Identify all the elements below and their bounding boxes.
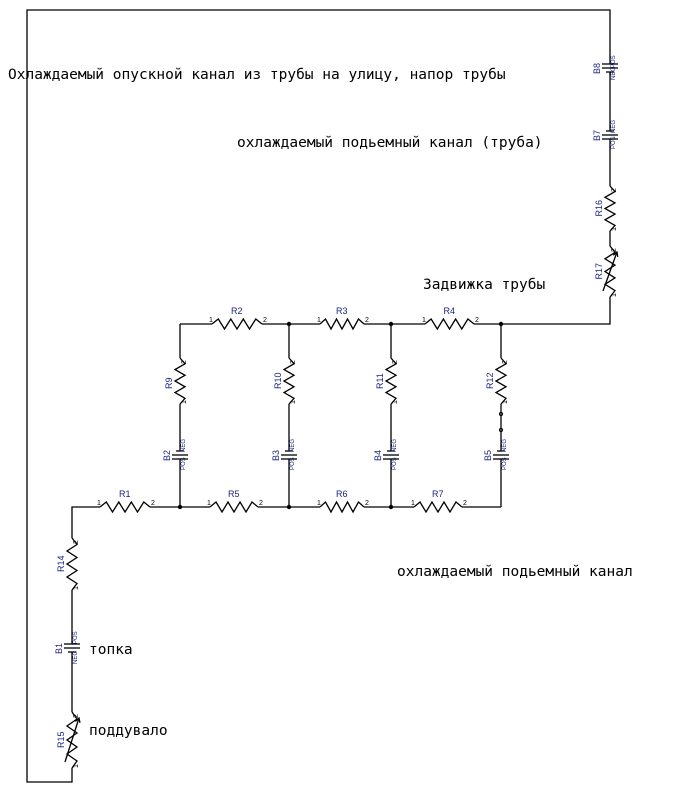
resistor-ref: R17 xyxy=(594,262,604,280)
battery-b8 xyxy=(592,55,618,80)
resistor-r14 xyxy=(56,538,80,590)
battery-pos-label: POS xyxy=(73,631,79,644)
outer-loop-wire xyxy=(27,10,610,782)
resistor-r16 xyxy=(594,186,618,231)
resistor-pin1: 1 xyxy=(97,500,101,507)
battery-pos-label: POS xyxy=(290,457,296,470)
resistor-zigzag xyxy=(320,319,364,329)
battery-ref: B2 xyxy=(162,449,172,461)
resistor-ref: R5 xyxy=(228,489,240,499)
resistor-pin2: 2 xyxy=(290,360,297,364)
resistor-pin2: 2 xyxy=(502,360,509,364)
battery-neg-label: NEG xyxy=(502,438,508,452)
resistor-ref: R7 xyxy=(432,489,444,499)
resistor-ref: R10 xyxy=(273,372,283,389)
resistor-pin2: 2 xyxy=(263,317,267,324)
resistor-r1 xyxy=(97,489,155,512)
battery-b7 xyxy=(592,120,618,149)
resistor-ref: R15 xyxy=(56,731,66,748)
battery-b5 xyxy=(483,439,509,470)
damper-label: Задвижка трубы xyxy=(423,277,546,293)
resistor-pin1: 1 xyxy=(411,500,415,507)
resistor-pin1: 1 xyxy=(73,586,80,590)
resistor-r2 xyxy=(209,306,267,329)
resistor-ref: R4 xyxy=(443,306,456,316)
battery-neg-label: NEG xyxy=(611,119,617,133)
resistor-r11 xyxy=(375,358,399,404)
battery-b4 xyxy=(373,439,399,470)
resistor-pin1: 1 xyxy=(392,400,399,404)
resistor-zigzag xyxy=(414,502,462,512)
battery-pos-label: POS xyxy=(611,55,617,68)
battery-pos-label: POS xyxy=(502,457,508,470)
junction-dot xyxy=(287,505,291,509)
resistor-r12 xyxy=(485,358,509,404)
resistor-pin2: 2 xyxy=(475,317,479,324)
resistor-ref: R14 xyxy=(56,555,66,572)
junction-dot xyxy=(178,505,182,509)
resistor-r17 xyxy=(594,246,618,297)
resistor-ref: R1 xyxy=(119,489,131,499)
resistor-pin1: 1 xyxy=(209,317,213,324)
resistor-pin2: 2 xyxy=(73,714,80,718)
battery-ref: B3 xyxy=(271,449,281,461)
components xyxy=(54,55,618,768)
resistor-r4 xyxy=(422,306,479,329)
battery-ref: B5 xyxy=(483,449,493,461)
resistor-ref: R11 xyxy=(375,373,385,389)
r17-top-wire xyxy=(501,297,610,324)
resistor-r5 xyxy=(207,489,263,512)
battery-pos-label: POS xyxy=(611,136,617,149)
resistor-pin1: 1 xyxy=(317,500,321,507)
resistor-ref: R6 xyxy=(336,489,348,499)
junction-dot xyxy=(389,322,393,326)
battery-b1 xyxy=(54,631,80,664)
battery-ref: B8 xyxy=(592,62,602,74)
battery-ref: B7 xyxy=(592,129,602,141)
resistor-pin1: 1 xyxy=(611,227,618,231)
resistor-pin1: 1 xyxy=(611,293,618,297)
resistor-ref: R3 xyxy=(336,306,348,316)
resistor-pin2: 2 xyxy=(463,500,467,507)
resistor-pin2: 2 xyxy=(365,500,369,507)
resistor-ref: R16 xyxy=(594,199,604,217)
battery-neg-label: NEG xyxy=(392,438,398,452)
battery-neg-label: NEG xyxy=(181,438,187,452)
resistor-zigzag xyxy=(320,502,364,512)
battery-neg-label: NEG xyxy=(290,438,296,452)
junctions xyxy=(178,322,503,509)
resistor-r6 xyxy=(317,489,369,512)
battery-b3 xyxy=(271,439,297,470)
resistor-zigzag xyxy=(210,502,258,512)
resistor-pin2: 2 xyxy=(611,188,618,192)
junction-dot xyxy=(287,322,291,326)
battery-pos-label: POS xyxy=(181,457,187,470)
resistor-r3 xyxy=(317,306,369,329)
resistor-pin1: 1 xyxy=(207,500,211,507)
resistor-pin1: 1 xyxy=(502,400,509,404)
battery-pos-label: POS xyxy=(392,457,398,470)
junction-dot xyxy=(389,505,393,509)
resistor-r9 xyxy=(164,358,188,404)
resistor-pin2: 2 xyxy=(73,540,80,544)
battery-b2 xyxy=(162,439,188,470)
resistor-r15 xyxy=(56,712,80,768)
resistor-pin1: 1 xyxy=(317,317,321,324)
battery-ref: B1 xyxy=(54,642,64,654)
battery-neg-label: NEG xyxy=(611,66,617,80)
resistor-pin2: 2 xyxy=(259,500,263,507)
labels xyxy=(8,67,633,739)
resistor-pin1: 1 xyxy=(73,764,80,768)
resistor-pin1: 1 xyxy=(181,400,188,404)
battery-neg-label: NEG xyxy=(73,650,79,664)
bottom-rail-wire xyxy=(72,507,501,538)
resistor-ref: R12 xyxy=(485,372,495,389)
riser-label: охлаждаемый подьемный канал xyxy=(397,564,633,580)
resistor-pin2: 2 xyxy=(151,500,155,507)
junction-dot xyxy=(499,322,503,326)
resistor-pin2: 2 xyxy=(392,360,399,364)
wires xyxy=(27,10,610,782)
resistor-zigzag xyxy=(100,502,150,512)
downcomer-label: Охлаждаемый опускной канал из трубы на улицу, напор трубы xyxy=(8,67,506,83)
resistor-pin1: 1 xyxy=(422,317,426,324)
resistor-r10 xyxy=(273,358,297,404)
resistor-ref: R2 xyxy=(231,306,243,316)
resistor-pin2: 2 xyxy=(611,248,618,252)
resistor-zigzag xyxy=(425,319,474,329)
resistor-pin1: 1 xyxy=(290,400,297,404)
resistor-ref: R9 xyxy=(164,377,174,389)
resistor-pin2: 2 xyxy=(181,360,188,364)
resistor-zigzag xyxy=(212,319,262,329)
pipe-riser-label: охлаждаемый подьемный канал (труба) xyxy=(237,135,543,151)
resistor-zigzag xyxy=(67,538,77,590)
resistor-pin2: 2 xyxy=(365,317,369,324)
blower-label: поддувало xyxy=(89,723,168,739)
battery-ref: B4 xyxy=(373,449,383,461)
furnace-label: топка xyxy=(89,642,133,658)
resistor-r7 xyxy=(411,489,467,512)
